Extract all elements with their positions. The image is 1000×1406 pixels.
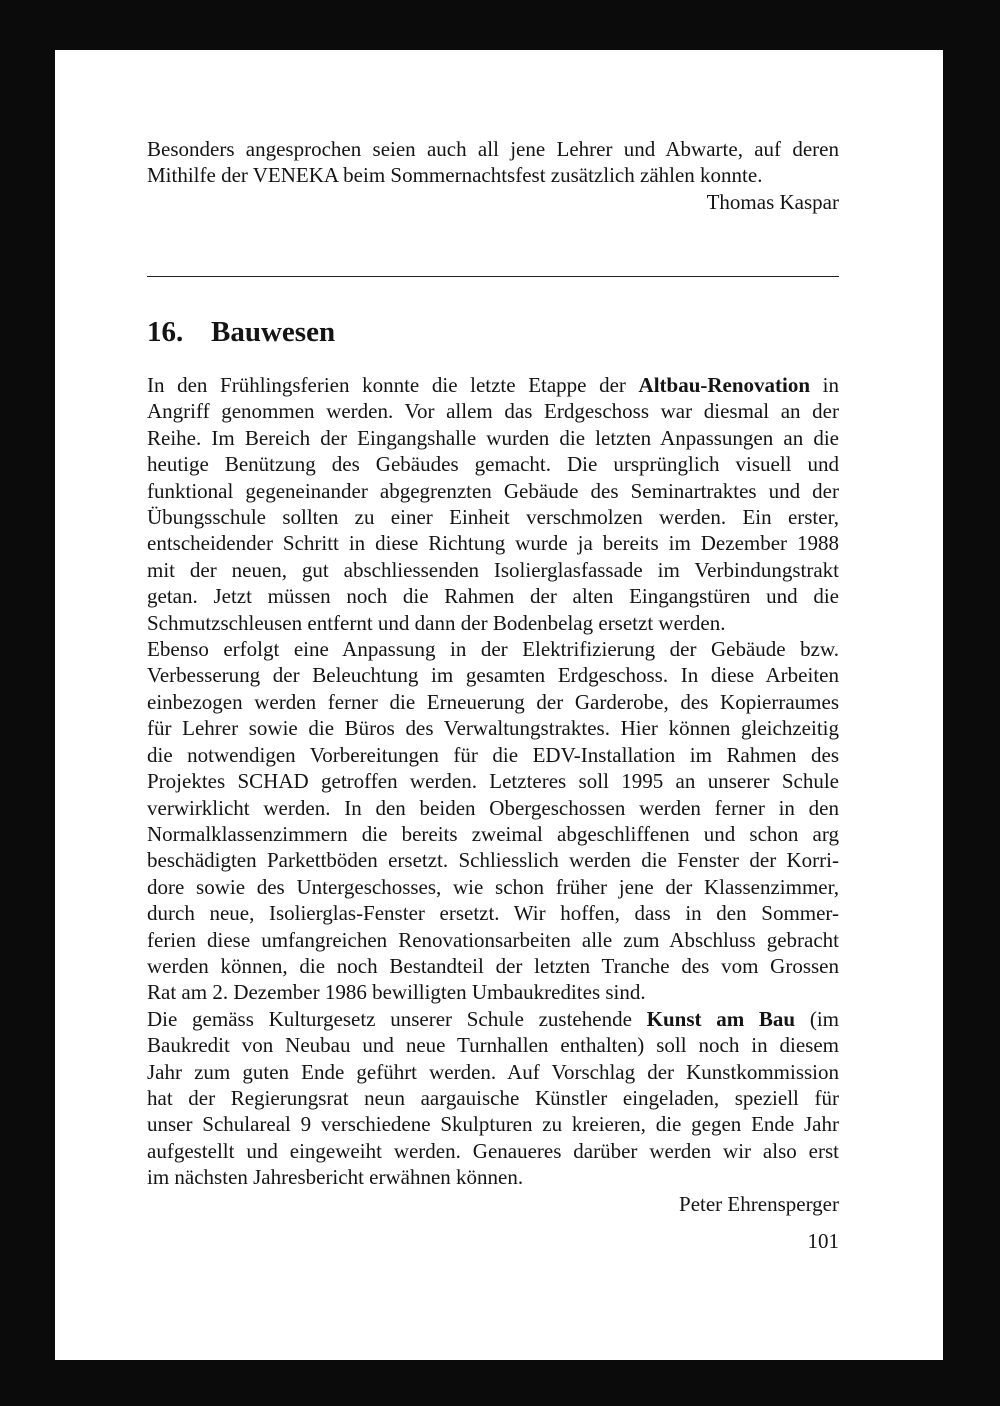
text-line: funktional gegeneinander abgegrenzten Gebäude des Seminartraktes und der [147,478,839,503]
document-page [55,50,943,1360]
text-line: heutige Benützung des Gebäudes gemacht. Die ursprünglich visuell und [147,452,839,477]
signature-thomas-kaspar: Thomas Kaspar [706,189,839,214]
section-divider [147,276,839,277]
text-line: im nächsten Jahresbericht erwähnen können. [147,1165,524,1190]
text-line: Jahr zum guten Ende geführt werden. Auf Vorschlag der Kunstkommission [147,1059,839,1084]
text-line: In den Frühlingsferien konnte die letzte Etappe der Altbau-Renovation in [147,373,840,397]
text-line: dore sowie des Untergeschosses, wie schon früher jene der Klassenzimmer, [147,874,839,899]
section-body [147,372,839,1217]
page-number: 101 [807,1229,839,1253]
text-line: die notwendigen Vorbereitungen für die EDV-Installation im Rahmen des [147,742,839,767]
text-line: Baukredit von Neubau und neue Turnhallen enthalten) soll noch in diesem [147,1033,839,1058]
text-line: Rat am 2. Dezember 1986 bewilligten Umbaukredites sind. [147,980,646,1005]
text-line: Projektes SCHAD getroffen werden. Letzteres soll 1995 an unserer Schule [147,769,839,794]
text-line: beschädigten Parkettböden ersetzt. Schliesslich werden die Fenster der Korri- [147,848,839,873]
text-line: Übungsschule sollten zu einer Einheit verschmolzen werden. Ein erster, [147,505,839,530]
section-heading [147,314,335,350]
text-line: mit der neuen, gut abschliessenden Isolierglasfassade im Verbindungstrakt [147,557,839,582]
bold-term-kunst-am-bau: Kunst am Bau [646,1006,796,1031]
text-line: aufgestellt und eingeweiht werden. Genaueres darüber werden wir also erst [147,1138,839,1163]
signature-peter-ehrensperger: Peter Ehrensperger [679,1191,839,1216]
section-title: Bauwesen [211,316,336,348]
text-line: werden können, die noch Bestandteil der letzten Tranche des vom Grossen [147,953,839,978]
text-line: einbezogen werden ferner die Erneuerung der Garderobe, des Kopierraumes [147,689,839,714]
text-line: Verbesserung der Beleuchtung im gesamten Erdgeschoss. In diese Arbeiten [147,663,839,688]
text-line: für Lehrer sowie die Büros des Verwaltungstraktes. Hier können gleichzeitig [147,716,839,741]
text-line: durch neue, Isolierglas-Fenster ersetzt. Wir hoffen, dass in den Sommer- [147,901,839,926]
text-line: Mithilfe der VENEKA beim Sommernachtsfest zusätzlich zählen konnte. [147,163,763,188]
text-line: Schmutzschleusen entfernt und dann der Bodenbelag ersetzt werden. [147,610,726,635]
text-line: unser Schulareal 9 verschiedene Skulpturen zu kreieren, die gegen Ende Jahr [147,1112,839,1137]
text-line: entscheidender Schritt in diese Richtung wurde ja bereits im Dezember 1988 [147,531,839,556]
text-line: ferien diese umfangreichen Renovationsarbeiten alle zum Abschluss gebracht [147,927,839,952]
bold-term-altbau-renovation: Altbau-Renovation [638,373,811,397]
text-line: hat der Regierungsrat neun aargauische Künstler eingeladen, speziell für [147,1085,839,1110]
text-line: Normalklassenzimmern die bereits zweimal abgeschliffenen und schon arg [147,821,839,846]
text-line: Reihe. Im Bereich der Eingangshalle wurden die letzten Anpassungen an die [147,425,839,450]
text-line: Die gemäss Kulturgesetz unserer Schule zustehende Kunst am Bau (im [147,1006,839,1031]
text-line: Angriff genommen werden. Vor allem das Erdgeschoss war diesmal an der [147,399,839,424]
text-line: Ebenso erfolgt eine Anpassung in der Elektrifizierung der Gebäude bzw. [147,637,839,662]
section-number: 16. [147,316,184,348]
text-line: verwirklicht werden. In den beiden Obergeschossen werden ferner in den [147,795,839,820]
text-line: getan. Jetzt müssen noch die Rahmen der alten Eingangstüren und die [147,584,839,609]
text-line: Besonders angesprochen seien auch all jene Lehrer und Abwarte, auf deren [147,137,839,161]
intro-paragraph [147,136,839,215]
